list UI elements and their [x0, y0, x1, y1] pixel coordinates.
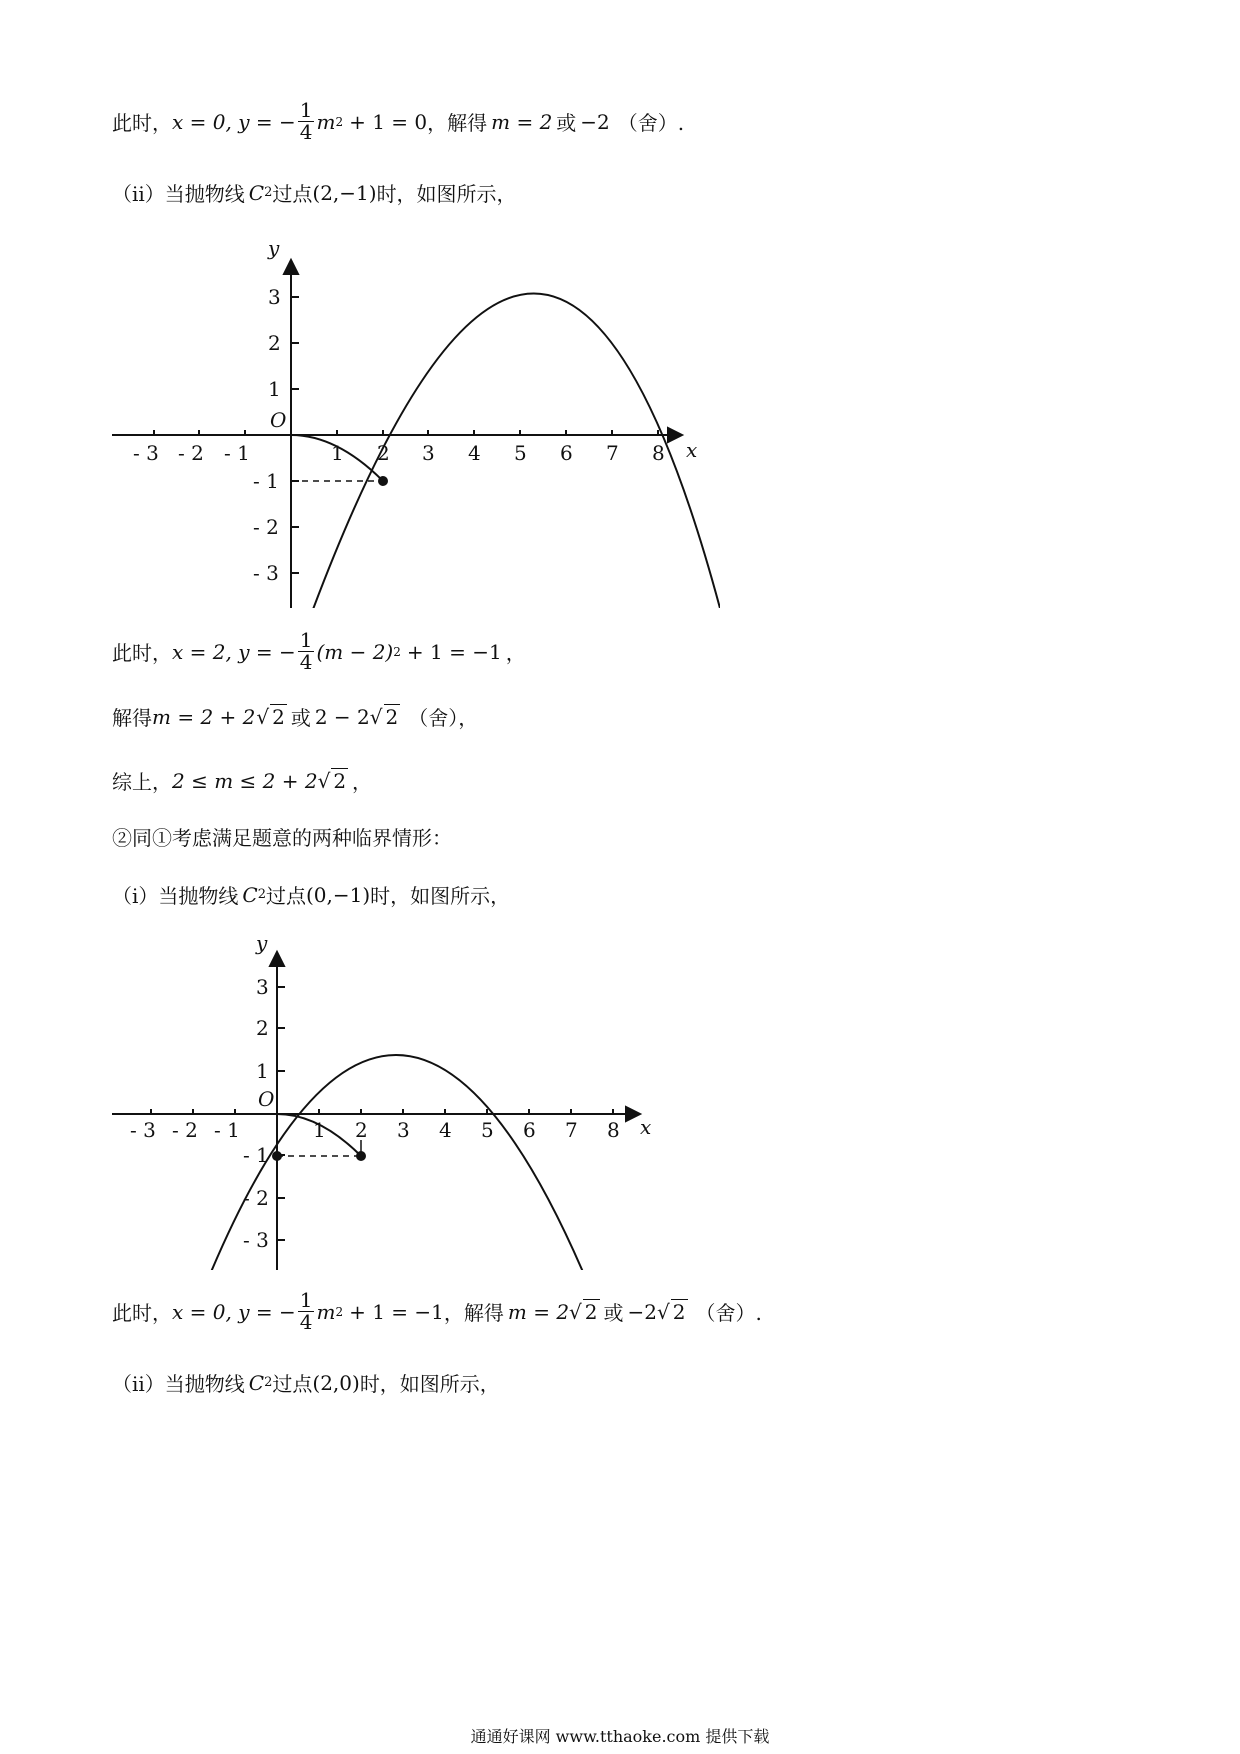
math-expression: (2,0): [312, 1370, 360, 1395]
x-axis-arrow-icon: [668, 428, 682, 442]
math-expression: (2,−1): [312, 180, 377, 205]
solution-line-1: [112, 100, 684, 143]
text: 或: [603, 1301, 624, 1325]
x-axis-arrow-icon: [626, 1107, 640, 1121]
y-tick-label: 3: [256, 975, 269, 999]
text: 时，如图所示，: [359, 1372, 500, 1396]
x-tick-label: 5: [481, 1118, 494, 1142]
x-tick-label: 5: [514, 441, 527, 465]
fraction-denominator: 4: [299, 1310, 313, 1334]
fraction: [298, 1290, 315, 1333]
sqrt-radicand: 2: [272, 705, 285, 729]
fraction-numerator: 1: [299, 98, 313, 122]
text: 综上，: [112, 770, 172, 794]
y-tick-label: 2: [268, 331, 281, 355]
math-expression: (0,−1): [306, 882, 371, 907]
math-expression: −2: [580, 109, 610, 134]
text: ②同①考虑满足题意的两种临界情形：: [112, 826, 452, 850]
math-expression: m = 2 + 2: [152, 704, 256, 729]
sqrt-sign-icon: √: [569, 1299, 582, 1324]
text: 过点: [272, 1372, 313, 1396]
text: 或: [290, 706, 311, 730]
fraction-numerator: 1: [299, 1288, 313, 1312]
x-axis-label: x: [640, 1115, 652, 1139]
sqrt-sign-icon: √: [369, 704, 383, 729]
sqrt-sign-icon: √: [256, 704, 270, 729]
solution-line-5: [112, 766, 372, 795]
math-expression: (m − 2): [316, 639, 394, 664]
math-expression: x = 2, y = −: [172, 639, 296, 664]
x-tick-label: 8: [652, 441, 665, 465]
math-expression: 2 − 2: [314, 704, 370, 729]
math-variable: m: [316, 109, 336, 134]
text: ，: [505, 641, 526, 665]
exponent: 2: [335, 114, 344, 129]
text: （舍）.: [695, 1301, 762, 1325]
sqrt-radicand: 2: [333, 769, 347, 793]
text: （舍）.: [617, 111, 685, 135]
point-marker: [378, 476, 388, 486]
y-tick-label: - 2: [253, 515, 279, 539]
x-tick-label: - 3: [133, 441, 159, 465]
y-axis-label: y: [268, 236, 280, 260]
math-expression: m = 2: [507, 1299, 570, 1324]
text: 过点: [272, 182, 313, 206]
text: 时，如图所示，: [370, 884, 511, 908]
solution-line-6: [112, 822, 452, 851]
solution-line-8: [112, 1290, 762, 1333]
y-axis-arrow-icon: [270, 952, 284, 966]
x-tick-label: 4: [439, 1118, 452, 1142]
fraction-numerator: 1: [299, 628, 313, 652]
x-tick-label: 1: [331, 441, 344, 465]
text: （i）当抛物线: [112, 884, 239, 908]
y-tick-label: - 2: [243, 1186, 269, 1210]
text: （舍），: [408, 706, 479, 730]
x-tick-label: 7: [565, 1118, 578, 1142]
subscript: 2: [264, 185, 273, 200]
page-footer: 通通好课网 www.tthaoke.com 提供下载: [470, 1727, 770, 1746]
exponent: 2: [335, 1304, 344, 1319]
x-tick-label: - 1: [214, 1118, 240, 1142]
exponent: 2: [393, 644, 401, 659]
point-marker: [356, 1151, 366, 1161]
math-expression: + 1 = −1: [406, 639, 502, 664]
text: 此时，: [112, 1301, 172, 1325]
y-tick-label: 1: [268, 377, 281, 401]
solution-line-3: [112, 630, 526, 673]
text: （ii）当抛物线: [112, 182, 245, 206]
y-axis-arrow-icon: [284, 260, 298, 274]
fraction-denominator: 4: [299, 650, 313, 674]
x-axis-label: x: [686, 438, 698, 462]
math-expression: x = 0, y = −: [172, 1299, 296, 1324]
x-tick-label: 6: [560, 441, 573, 465]
text: 或: [556, 111, 577, 135]
graph-1: [100, 228, 720, 608]
fraction: [298, 630, 315, 673]
math-expression: 2 ≤ m ≤ 2 + 2: [172, 768, 318, 793]
fraction-denominator: 4: [299, 120, 313, 144]
origin-label: O: [258, 1087, 275, 1111]
x-tick-label: 2: [377, 441, 390, 465]
x-tick-label: 8: [607, 1118, 620, 1142]
x-tick-label: - 2: [172, 1118, 198, 1142]
text: ，解得: [427, 111, 488, 135]
y-tick-label: 2: [256, 1016, 269, 1040]
solution-line-4: [112, 702, 478, 731]
text: 过点: [266, 884, 306, 908]
math-expression: + 1 = 0: [349, 109, 428, 134]
y-tick-label: 3: [268, 285, 281, 309]
x-tick-label: 3: [422, 441, 435, 465]
sqrt-radicand: 2: [584, 1300, 598, 1324]
subscript: 2: [257, 887, 266, 902]
y-tick-label: - 1: [253, 469, 279, 493]
math-expression: x = 0, y = −: [172, 109, 296, 134]
math-variable: m: [316, 1299, 336, 1324]
math-expression: m = 2: [491, 109, 553, 134]
y-tick-label: 1: [256, 1059, 269, 1083]
sqrt-sign-icon: √: [317, 768, 331, 793]
text: ，解得: [443, 1301, 504, 1325]
math-variable: C: [248, 180, 265, 205]
x-tick-label: - 3: [130, 1118, 156, 1142]
fraction: [298, 100, 315, 143]
graph-2: [100, 920, 660, 1270]
text: 解得: [112, 706, 152, 730]
subscript: 2: [264, 1375, 273, 1390]
text: （ii）当抛物线: [112, 1372, 245, 1396]
y-tick-label: - 1: [243, 1143, 269, 1167]
y-tick-label: - 3: [253, 561, 279, 585]
sqrt-sign-icon: √: [657, 1299, 670, 1324]
solution-line-2: [112, 178, 517, 207]
x-tick-label: - 2: [178, 441, 204, 465]
math-expression: + 1 = −1: [349, 1299, 444, 1324]
origin-label: O: [270, 408, 287, 432]
math-variable: C: [242, 882, 258, 907]
math-variable: C: [248, 1370, 265, 1395]
y-axis-label: y: [256, 931, 268, 955]
text: 此时，: [112, 111, 172, 135]
x-tick-label: 2: [355, 1118, 368, 1142]
x-tick-label: 6: [523, 1118, 536, 1142]
x-tick-label: 1: [313, 1118, 326, 1142]
sqrt-radicand: 2: [672, 1300, 686, 1324]
solution-line-9: [112, 1368, 500, 1397]
sqrt-radicand: 2: [385, 705, 399, 729]
text: 此时，: [112, 641, 172, 665]
x-tick-label: 7: [606, 441, 619, 465]
solution-line-7: [112, 880, 510, 909]
x-tick-label: 4: [468, 441, 481, 465]
point-marker: [272, 1151, 282, 1161]
x-tick-label: 3: [397, 1118, 410, 1142]
math-expression: −2: [627, 1299, 658, 1324]
text: 时，如图所示，: [376, 182, 517, 206]
text: ，: [352, 770, 373, 794]
y-tick-label: - 3: [243, 1228, 269, 1252]
x-tick-label: - 1: [224, 441, 250, 465]
